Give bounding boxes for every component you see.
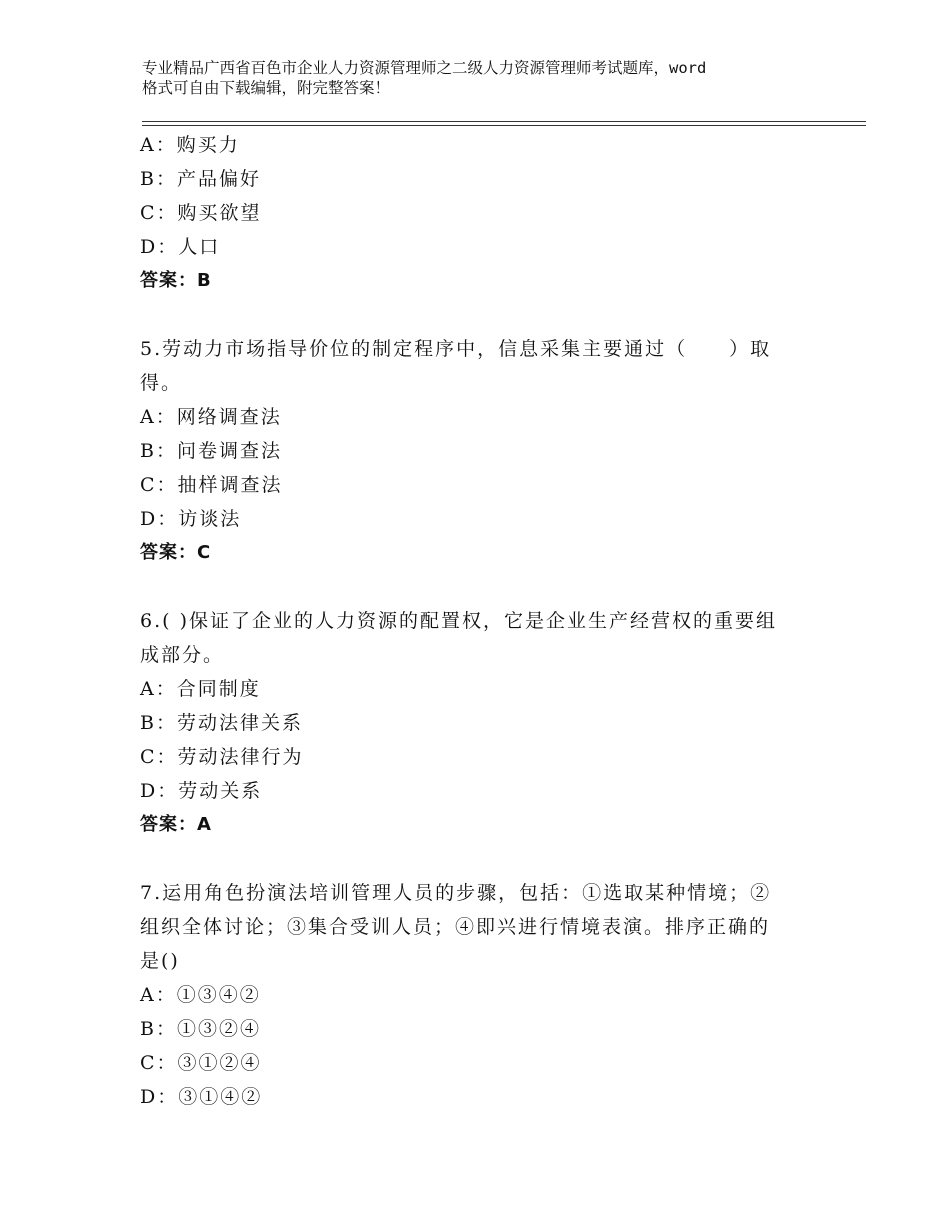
question-4 xyxy=(140,128,820,298)
option-b: B：劳动法律关系 xyxy=(140,712,303,734)
option-c: C：抽样调查法 xyxy=(140,474,283,496)
question-6 xyxy=(140,604,820,842)
question-list xyxy=(140,128,820,1114)
option-a: A：购买力 xyxy=(140,134,240,156)
question-stem: 5.劳动力市场指导价位的制定程序中，信息采集主要通过（ ）取 xyxy=(140,338,772,360)
question-stem-cont: 组织全体讨论；③集合受训人员；④即兴进行情境表演。排序正确的 xyxy=(140,916,771,938)
header-divider-bottom xyxy=(142,125,866,126)
option-b: B：①③②④ xyxy=(140,1018,261,1040)
header-line-1: 专业精品广西省百色市企业人力资源管理师之二级人力资源管理师考试题库，word xyxy=(142,59,707,77)
option-c: C：③①②④ xyxy=(140,1052,262,1074)
option-b: B：产品偏好 xyxy=(140,168,261,190)
option-a: A：网络调查法 xyxy=(140,406,282,428)
option-c: C：劳动法律行为 xyxy=(140,746,304,768)
question-stem-cont-2: 是() xyxy=(140,950,180,972)
question-stem: 7.运用角色扮演法培训管理人员的步骤，包括：①选取某种情境；② xyxy=(140,882,772,904)
answer-line: 答案：A xyxy=(140,814,212,835)
answer-line: 答案：C xyxy=(140,542,212,563)
question-stem: 6.( )保证了企业的人力资源的配置权，它是企业生产经营权的重要组 xyxy=(140,610,777,632)
document-header xyxy=(142,58,842,98)
option-d: D：③①④② xyxy=(140,1086,263,1108)
option-d: D：人口 xyxy=(140,236,221,258)
option-b: B：问卷调查法 xyxy=(140,440,282,462)
header-divider-top xyxy=(142,121,866,122)
option-d: D：劳动关系 xyxy=(140,780,263,802)
answer-line: 答案：B xyxy=(140,270,212,291)
question-7 xyxy=(140,876,820,1114)
option-a: A：①③④② xyxy=(140,984,261,1006)
option-c: C：购买欲望 xyxy=(140,202,262,224)
header-line-2: 格式可自由下载编辑，附完整答案！ xyxy=(142,79,391,97)
option-a: A：合同制度 xyxy=(140,678,261,700)
question-stem-cont: 成部分。 xyxy=(140,644,225,666)
question-5 xyxy=(140,332,820,570)
option-d: D：访谈法 xyxy=(140,508,242,530)
question-stem-cont: 得。 xyxy=(140,372,183,394)
